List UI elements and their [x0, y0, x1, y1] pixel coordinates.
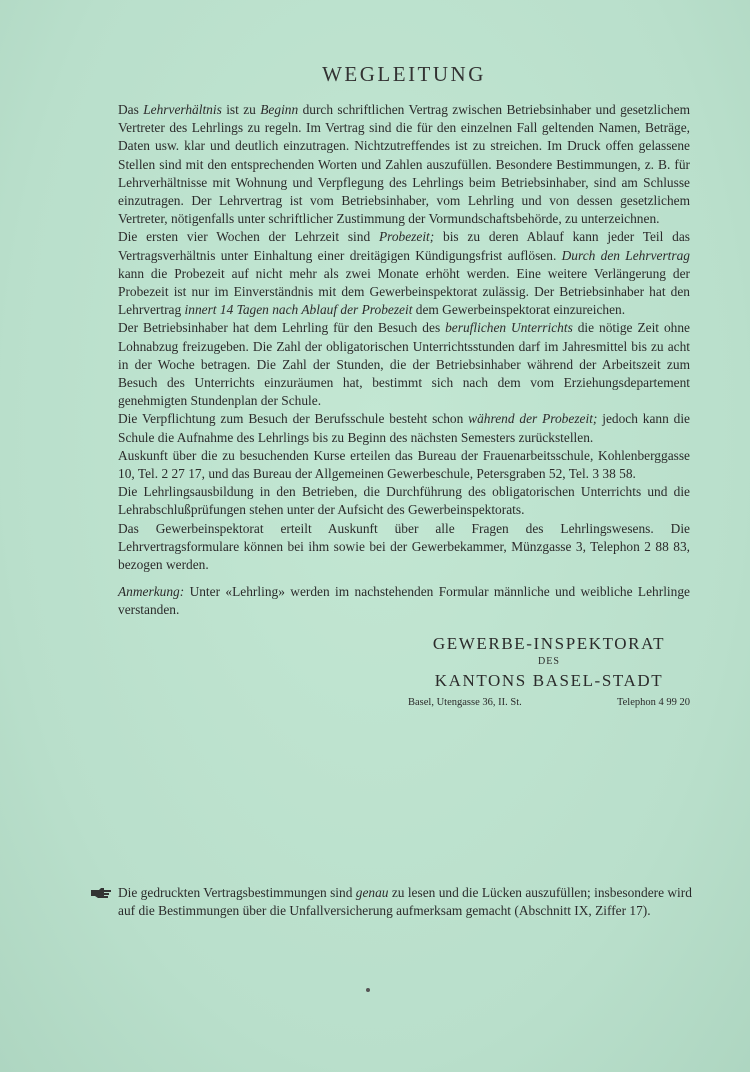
text-run: Die Verpflichtung zum Besuch der Berufsschule besteht schon: [118, 411, 469, 427]
text-run: jedoch kann die Schule die Aufnahme des Lehrlings bis zu Beginn des nächsten Semesters zurückstellen.: [118, 411, 691, 445]
text-run: Das: [118, 102, 144, 117]
page-title: WEGLEITUNG: [322, 62, 486, 86]
text-run: durch schriftlichen Vertrag zwischen Betriebsinhaber und gesetzlichem Vertreter des Lehrlings zu regeln. Im Vertrag sind die für den einzelnen Fall geltenden Namen, Beträge, Daten usw. klar und deutlich einzutragen. Nichtzutreffendes ist zu streichen. Im Druck offen gelassene Stellen sind mit den entsprechenden Worten und Zahlen auszufüllen. Besondere Bestimmungen, z. B. für Lehrverhältnisse mit Wohnung und Verpflegung des Lehrlings beim Betriebsinhaber, sind am Schlusse einzutragen. Der Lehrvertrag ist vom Betriebsinhaber, vom Lehrling und von dessen gesetzlichem Vertreter, nötigenfalls unter schriftlicher Zustimmung der Vormundschaftsbehörde, zu unterzeichnen.: [118, 102, 690, 227]
text-run: ist zu: [221, 102, 261, 117]
text-run: zu lesen und die Lücken auszufüllen; insbesondere wird auf die Bestimmungen über die Unfallversicherung aufmerksam gemacht (Abschnitt IX, Ziffer 17).: [118, 885, 692, 919]
paragraph-forms-info: Das Gewerbeinspektorat erteilt Auskunft über alle Fragen des Lehrlingswesens. Die Lehrvertragsformulare können bei ihm sowie bei der Gewerbekammer, Münzgasse 3, Telephon 2 88 83, bezogen werden.: [118, 520, 690, 573]
text-run: kann die Probezeit auf nicht mehr als zwei Monate erhöht werden. Eine weitere Verlängerung der Probezeit ist nur im Einverständnis mit dem Gewerbeinspektorat zulässig. Der Betriebsinhaber hat den Lehrvertrag: [118, 265, 690, 318]
issuer-block: [408, 634, 690, 708]
emphasis: Durch den Lehrvertrag: [561, 247, 690, 263]
paragraph-school-time: [118, 319, 690, 410]
emphasis: Beginn: [260, 102, 299, 117]
text-run: bis zu deren Ablauf kann jeder Teil das Vertragsverhältnis unter Einhaltung einer dreitägigen Kündigungsfrist auflösen.: [118, 229, 690, 263]
issuer-address: Basel, Utengasse 36, II. St.: [408, 696, 522, 708]
paragraph-probation: [118, 228, 690, 319]
paragraph-supervision: Die Lehrlingsausbildung in den Betrieben, die Durchführung des obligatorischen Unterrichts und die Lehrabschlußprüfungen stehen unter der Aufsicht des Gewerbeinspektorats.: [118, 484, 690, 518]
issuer-connector: DES: [538, 655, 560, 667]
emphasis: Probezeit;: [378, 229, 435, 245]
paragraph-remark: [118, 583, 690, 619]
paragraph-contract: [118, 101, 690, 228]
emphasis: Anmerkung:: [118, 584, 185, 600]
issuer-canton: KANTONS BASEL-STADT: [434, 670, 664, 690]
text-run: dem Gewerbeinspektorat einzureichen.: [412, 302, 626, 318]
text-run: die nötige Zeit ohne Lohnabzug freizugeben. Die Zahl der obligatorischen Unterrichtsstunden darf im Jahresmittel bis zu acht in der Woche betragen. Die Zahl der Stunden, die der Betriebsinhaber während der Arbeitszeit zum Besuch des Unterrichts einzuräumen hat, bestimmt sich nach dem vom Erziehungsdepartement genehmigten Stundenplan der Schule.: [118, 320, 690, 409]
issuer-name: GEWERBE-INSPEKTORAT: [432, 633, 666, 653]
emphasis: Lehrverhältnis: [143, 102, 222, 117]
emphasis: genau: [355, 885, 389, 900]
text-run: Unter «Lehrling» werden im nachstehenden Formular männliche und weibliche Lehrlinge verstanden.: [118, 584, 690, 618]
paragraph-courses-info: Auskunft über die zu besuchenden Kurse erteilen das Bureau der Frauenarbeitsschule, Kohlenberggasse 10, Tel. 2 27 17, und das Bureau der Allgemeinen Gewerbeschule, Petersgraben 52, Tel. 3 38 58.: [118, 447, 690, 482]
emphasis: innert 14 Tagen nach Ablauf der Probezeit: [184, 302, 413, 318]
body-text: [118, 101, 690, 620]
footnote: [118, 884, 698, 920]
print-mark: [366, 988, 370, 992]
main-content: [118, 62, 690, 708]
issuer-phone: Telephon 4 99 20: [616, 696, 690, 708]
emphasis: während der Probezeit;: [468, 411, 598, 427]
paragraph-school-obligation: [118, 410, 690, 446]
emphasis: beruflichen Unterrichts: [445, 320, 573, 336]
text-run: Die ersten vier Wochen der Lehrzeit sind: [118, 229, 379, 245]
issuer-contact: [408, 697, 690, 708]
pointing-hand-icon: [90, 886, 112, 904]
text-run: Die gedruckten Vertragsbestimmungen sind: [118, 885, 356, 900]
text-run: Der Betriebsinhaber hat dem Lehrling für den Besuch des: [118, 320, 446, 336]
